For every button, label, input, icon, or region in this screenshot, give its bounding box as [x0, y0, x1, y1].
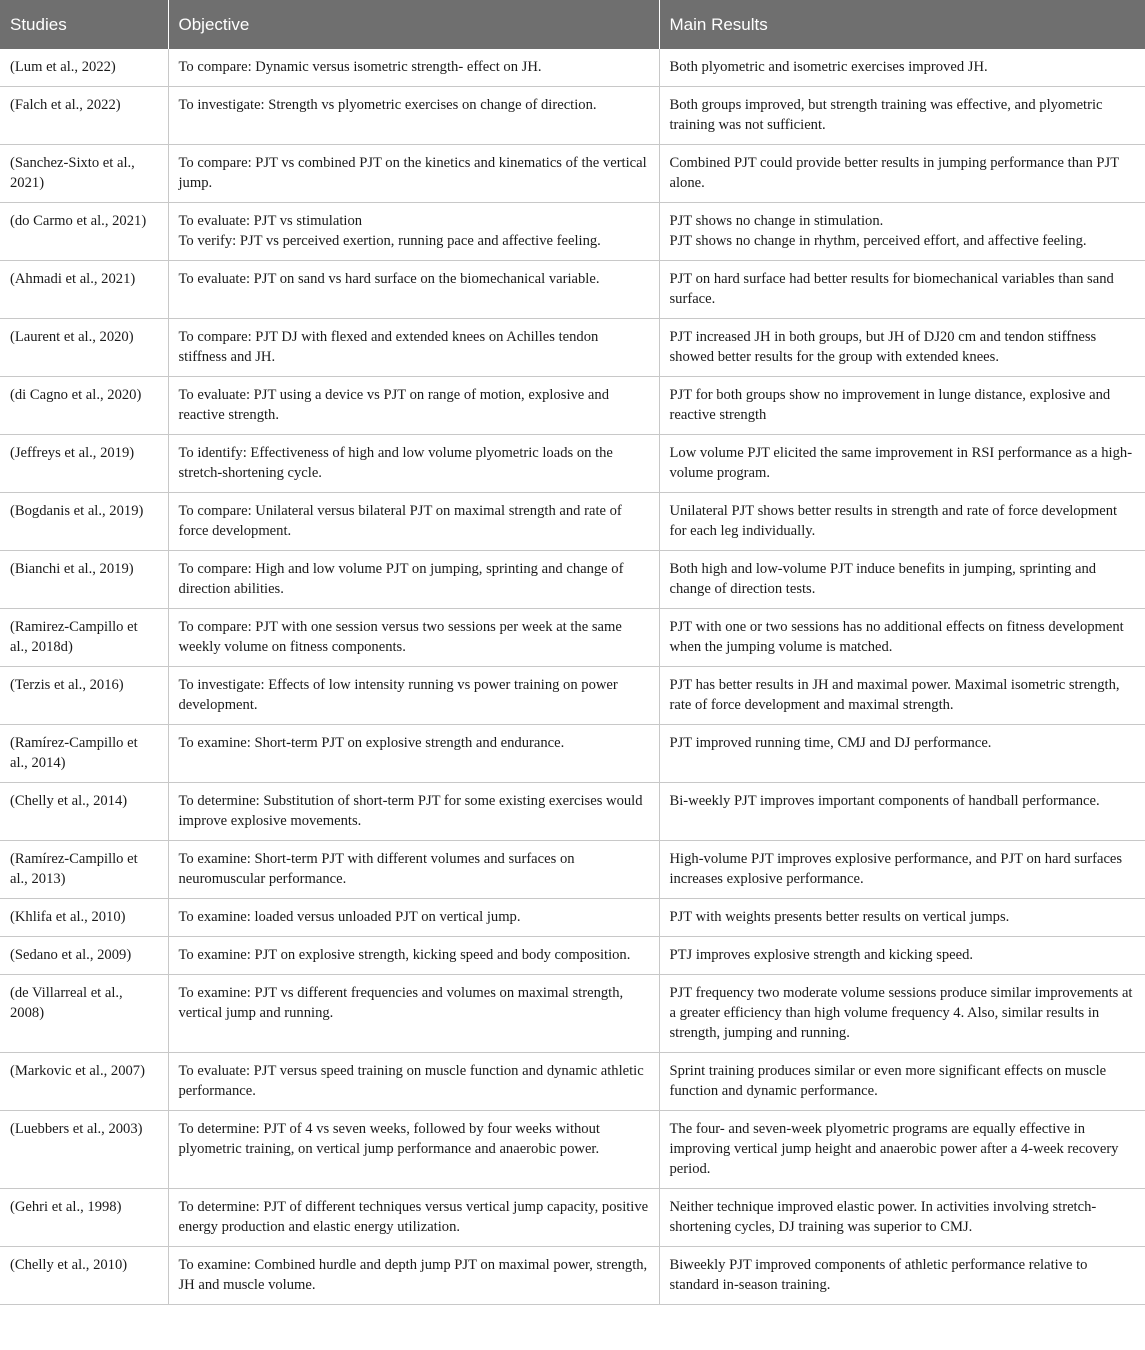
results-cell	[659, 725, 1145, 783]
results-line: High-volume PJT improves explosive performance, and PJT on hard surfaces increases explosive performance.	[669, 851, 1123, 887]
study-cell: (Falch et al., 2022)	[0, 87, 168, 145]
results-cell	[659, 49, 1145, 87]
column-header-objective: Objective	[168, 0, 659, 49]
table-row	[0, 725, 1145, 783]
study-cell: (Sedano et al., 2009)	[0, 937, 168, 975]
results-line: PTJ improves explosive strength and kicking speed.	[669, 947, 974, 963]
objective-cell	[168, 319, 659, 377]
column-header-main-results: Main Results	[659, 0, 1145, 49]
objective-line: To compare: PJT DJ with flexed and extended knees on Achilles tendon stiffness and JH.	[178, 329, 599, 365]
results-line: PJT on hard surface had better results for biomechanical variables than sand surface.	[669, 271, 1114, 307]
objective-cell	[168, 1247, 659, 1305]
table-row	[0, 1189, 1145, 1247]
objective-cell	[168, 841, 659, 899]
objective-cell	[168, 493, 659, 551]
results-cell	[659, 667, 1145, 725]
objective-cell	[168, 203, 659, 261]
objective-line: To evaluate: PJT vs stimulation	[178, 213, 363, 229]
objective-cell	[168, 609, 659, 667]
objective-line: To investigate: Effects of low intensity running vs power training on power development.	[178, 677, 618, 713]
objective-cell	[168, 551, 659, 609]
study-cell: (Ahmadi et al., 2021)	[0, 261, 168, 319]
objective-line: To compare: PJT with one session versus two sessions per week at the same weekly volume on fitness components.	[178, 619, 622, 655]
objective-line: To determine: Substitution of short-term PJT for some existing exercises would improve explosive movements.	[178, 793, 643, 829]
study-cell: (Chelly et al., 2010)	[0, 1247, 168, 1305]
objective-cell	[168, 261, 659, 319]
results-line: PJT shows no change in stimulation.	[669, 213, 884, 229]
objective-line: To compare: Unilateral versus bilateral PJT on maximal strength and rate of force development.	[178, 503, 622, 539]
study-cell: (Gehri et al., 1998)	[0, 1189, 168, 1247]
table-row	[0, 783, 1145, 841]
results-line: Unilateral PJT shows better results in strength and rate of force development for each leg individually.	[669, 503, 1118, 539]
table-row	[0, 145, 1145, 203]
table-row	[0, 49, 1145, 87]
study-cell: (Ramírez-Campillo et al., 2013)	[0, 841, 168, 899]
results-cell	[659, 261, 1145, 319]
table-row	[0, 667, 1145, 725]
study-cell: (Bianchi et al., 2019)	[0, 551, 168, 609]
results-cell	[659, 975, 1145, 1053]
study-cell: (Markovic et al., 2007)	[0, 1053, 168, 1111]
results-line: PJT has better results in JH and maximal power. Maximal isometric strength, rate of force development and maximal strength.	[669, 677, 1120, 713]
objective-cell	[168, 377, 659, 435]
results-line: PJT frequency two moderate volume sessions produce similar improvements at a greater efficiency than high volume frequency 4. Also, similar results in strength, jumping and running.	[669, 985, 1133, 1041]
objective-cell	[168, 435, 659, 493]
results-line: Both high and low-volume PJT induce benefits in jumping, sprinting and change of direction tests.	[669, 561, 1097, 597]
results-cell	[659, 1111, 1145, 1189]
table-row	[0, 1111, 1145, 1189]
study-cell: (Sanchez-Sixto et al., 2021)	[0, 145, 168, 203]
objective-line: To determine: PJT of 4 vs seven weeks, followed by four weeks without plyometric training, on vertical jump performance and anaerobic power.	[178, 1121, 600, 1157]
table-row	[0, 609, 1145, 667]
study-cell: (di Cagno et al., 2020)	[0, 377, 168, 435]
objective-cell	[168, 49, 659, 87]
objective-line: To examine: Combined hurdle and depth jump PJT on maximal power, strength, JH and muscle volume.	[178, 1257, 648, 1293]
study-cell: (Ramirez-Campillo et al., 2018d)	[0, 609, 168, 667]
objective-cell	[168, 783, 659, 841]
objective-cell	[168, 1189, 659, 1247]
column-header-studies: Studies	[0, 0, 168, 49]
objective-line: To examine: Short-term PJT on explosive strength and endurance.	[178, 735, 565, 751]
study-cell: (Lum et al., 2022)	[0, 49, 168, 87]
table-row	[0, 319, 1145, 377]
objective-cell	[168, 145, 659, 203]
objective-cell	[168, 1053, 659, 1111]
results-line: PJT improved running time, CMJ and DJ performance.	[669, 735, 992, 751]
results-line: Bi-weekly PJT improves important components of handball performance.	[669, 793, 1100, 809]
results-line: Sprint training produces similar or even more significant effects on muscle function and dynamic performance.	[669, 1063, 1107, 1099]
objective-line: To examine: PJT on explosive strength, kicking speed and body composition.	[178, 947, 631, 963]
results-cell	[659, 493, 1145, 551]
table-row	[0, 493, 1145, 551]
results-line: PJT with weights presents better results on vertical jumps.	[669, 909, 1010, 925]
results-cell	[659, 145, 1145, 203]
results-line: Combined PJT could provide better results in jumping performance than PJT alone.	[669, 155, 1119, 191]
objective-line: To compare: Dynamic versus isometric strength- effect on JH.	[178, 59, 542, 75]
objective-line: To evaluate: PJT using a device vs PJT on range of motion, explosive and reactive strength.	[178, 387, 610, 423]
objective-cell	[168, 725, 659, 783]
objective-line: To examine: PJT vs different frequencies and volumes on maximal strength, vertical jump and running.	[178, 985, 624, 1021]
objective-cell	[168, 87, 659, 145]
results-line: PJT increased JH in both groups, but JH of DJ20 cm and tendon stiffness showed better results for the group with extended knees.	[669, 329, 1097, 365]
results-cell	[659, 783, 1145, 841]
table-row	[0, 551, 1145, 609]
table-header-row	[0, 0, 1145, 49]
results-cell	[659, 203, 1145, 261]
results-cell	[659, 1053, 1145, 1111]
results-cell	[659, 319, 1145, 377]
study-cell: (do Carmo et al., 2021)	[0, 203, 168, 261]
objective-line: To compare: High and low volume PJT on jumping, sprinting and change of direction abilities.	[178, 561, 624, 597]
table-body	[0, 49, 1145, 1305]
results-cell	[659, 435, 1145, 493]
study-cell: (Khlifa et al., 2010)	[0, 899, 168, 937]
results-cell	[659, 899, 1145, 937]
study-cell: (Laurent et al., 2020)	[0, 319, 168, 377]
study-cell: (Bogdanis et al., 2019)	[0, 493, 168, 551]
objective-line: To identify: Effectiveness of high and low volume plyometric loads on the stretch-shortening cycle.	[178, 445, 613, 481]
objective-cell	[168, 667, 659, 725]
results-line: The four- and seven-week plyometric programs are equally effective in improving vertical jump height and anaerobic power after a 4-week recovery period.	[669, 1121, 1119, 1177]
objective-cell	[168, 1111, 659, 1189]
objective-line: To examine: loaded versus unloaded PJT on vertical jump.	[178, 909, 521, 925]
table-row	[0, 937, 1145, 975]
results-cell	[659, 1189, 1145, 1247]
results-cell	[659, 1247, 1145, 1305]
results-line: Both plyometric and isometric exercises improved JH.	[669, 59, 988, 75]
table-row	[0, 377, 1145, 435]
results-line: PJT with one or two sessions has no additional effects on fitness development when the jumping volume is matched.	[669, 619, 1124, 655]
study-cell: (Jeffreys et al., 2019)	[0, 435, 168, 493]
table-row	[0, 261, 1145, 319]
objective-cell	[168, 937, 659, 975]
objective-cell	[168, 899, 659, 937]
objective-line: To examine: Short-term PJT with different volumes and surfaces on neuromuscular performance.	[178, 851, 575, 887]
objective-cell	[168, 975, 659, 1053]
study-cell: (Terzis et al., 2016)	[0, 667, 168, 725]
table-row	[0, 1247, 1145, 1305]
results-line: Biweekly PJT improved components of athletic performance relative to standard in-season training.	[669, 1257, 1088, 1293]
results-cell	[659, 87, 1145, 145]
table-row	[0, 975, 1145, 1053]
results-cell	[659, 937, 1145, 975]
study-cell: (Luebbers et al., 2003)	[0, 1111, 168, 1189]
objective-line: To verify: PJT vs perceived exertion, running pace and affective feeling.	[178, 233, 601, 249]
table-row	[0, 87, 1145, 145]
study-cell: (de Villarreal et al., 2008)	[0, 975, 168, 1053]
table-row	[0, 899, 1145, 937]
objective-line: To evaluate: PJT versus speed training on muscle function and dynamic athletic performance.	[178, 1063, 644, 1099]
results-line: Low volume PJT elicited the same improvement in RSI performance as a high-volume program.	[669, 445, 1133, 481]
objective-line: To compare: PJT vs combined PJT on the kinetics and kinematics of the vertical jump.	[178, 155, 647, 191]
table-row	[0, 203, 1145, 261]
results-cell	[659, 551, 1145, 609]
objective-line: To investigate: Strength vs plyometric exercises on change of direction.	[178, 97, 597, 113]
objective-line: To evaluate: PJT on sand vs hard surface on the biomechanical variable.	[178, 271, 600, 287]
study-cell: (Chelly et al., 2014)	[0, 783, 168, 841]
results-line: Neither technique improved elastic power. In activities involving stretch-shortening cycles, DJ training was superior to CMJ.	[669, 1199, 1097, 1235]
objective-line: To determine: PJT of different techniques versus vertical jump capacity, positive energy production and elastic energy utilization.	[178, 1199, 649, 1235]
table-row	[0, 1053, 1145, 1111]
results-cell	[659, 841, 1145, 899]
results-cell	[659, 609, 1145, 667]
results-line: Both groups improved, but strength training was effective, and plyometric training was not sufficient.	[669, 97, 1103, 133]
study-cell: (Ramírez-Campillo et al., 2014)	[0, 725, 168, 783]
table-row	[0, 841, 1145, 899]
results-line: PJT shows no change in rhythm, perceived effort, and affective feeling.	[669, 233, 1087, 249]
results-line: PJT for both groups show no improvement in lunge distance, explosive and reactive strength	[669, 387, 1111, 423]
table-row	[0, 435, 1145, 493]
results-cell	[659, 377, 1145, 435]
